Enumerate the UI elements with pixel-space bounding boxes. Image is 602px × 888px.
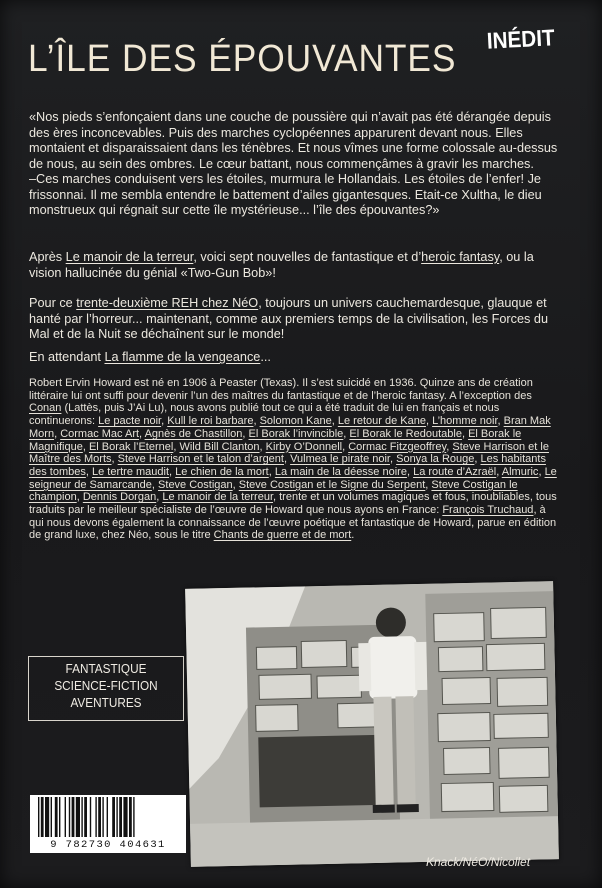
title-flamme-vengeance: La flamme de la vengeance [104,350,261,364]
published-title: Steve Harrison et le talon d’argent [117,453,284,466]
intro-text: , voici sept nouvelles de fantastique et d’ [193,250,422,264]
published-title: Kull le roi barbare [167,415,254,428]
published-title: Steve Harrison et le Maître des Morts [29,440,549,466]
intro-text: Pour ce [29,296,77,310]
isbn-digits: 9 782730 404631 [50,839,166,851]
bio-text: . [351,529,355,542]
title-manoir: Le manoir de la terreur [65,250,194,264]
genre-aventures: AVENTURES [70,695,142,710]
barcode-bar [84,797,87,837]
published-title: Cormac Fitzgeoffrey [348,440,447,453]
barcode-bar [51,797,52,837]
published-title: Le chien de la mort [175,465,269,478]
barcode-bar [133,797,134,837]
published-titles-list: Le pacte noir, Kull le roi barbare, Solomon Kane, Le retour de Kane, L’homme noir, Bran Mak Morn, Cormac Mac Art, Agnès de Chastillon, El Borak l’invincible, El Borak le Redoutable, El Borak le Magnifique, El Borak l’Eternel, Wild Bill Clanton, Kirby O’Donnell, Cormac Fitzgeoffrey, Steve Harrison et le Maître des Morts, Steve Harrison et le talon d’argent, Vulmea le pirate noir, Sonya la Rouge, Les habitants des tombes, Le tertre maudit, Le chien de la mort, La main de la déesse noire, La route d’Azraël, Almuric, Le seigneur de Samarcande, Steve Costigan, Steve Costigan et le Signe du Serpent, Steve Costigan le champion, Dennis Dorgan, Le manoir de la terreur [29,415,557,504]
published-title: Solomon Kane [259,415,332,428]
published-title: Agnès de Chastillon [144,427,243,440]
barcode-bar [95,797,96,837]
published-title: Le seigneur de Samarcande [29,465,557,491]
intro-paragraph-1 [29,250,563,281]
published-title: Le pacte noir [98,415,162,428]
published-title: La main de la déesse noire [274,465,407,478]
genre-heroic-fantasy: heroic fantasy [421,250,500,264]
barcode-bars [30,797,186,841]
published-title: Bran Mak Morn [29,415,551,440]
genre-fantastique: FANTASTIQUE [65,661,147,676]
published-title: Dennis Dorgan [82,491,157,504]
barcode-bar [102,797,103,837]
bio-text: , trente et un volumes magiques et fous, inoubliables, tous traduits par le meilleur spécialiste de l’œuvre de Howard que nous ayons en France: [29,491,557,517]
intro-paragraph-3 [29,350,563,366]
published-title: Wild Bill Clanton [179,440,260,453]
barcode-bar [81,797,82,837]
published-title: Almuric [501,465,539,478]
published-title: El Borak l’Eternel [88,440,174,453]
barcode [30,795,186,853]
title-conan: Conan [29,402,62,415]
published-title: El Borak l’invincible [248,427,344,440]
published-title: Kirby O’Donnell [265,440,343,453]
translator-name: François Truchaud [442,504,534,517]
intro-text: ... [260,350,271,364]
barcode-bar [119,797,122,837]
barcode-bar [41,797,44,837]
barcode-bar [45,797,49,837]
barcode-bar [69,797,70,837]
barcode-bar [65,797,66,837]
published-title: Le tertre maudit [92,465,170,478]
published-title: El Borak le Magnifique [29,427,522,453]
published-title: L’homme noir [432,415,498,428]
barcode-bar [129,797,132,837]
published-title: Steve Costigan et le Signe du Serpent [238,478,426,491]
photo-illustration [185,581,559,867]
intro-text: , ou la vision hallucinée du génial «Two-Gun Bob»! [29,250,534,280]
barcode-bar [76,797,80,837]
quote-paragraph-2: –Ces marches conduisent vers les étoiles, murmura le Hollandais. Les étoiles de l’enfer! Je frissonnai. Il me sembla entendre le battement d’ailes gigantesques. Etait-ce Xultha, le dieu monstrueux qui régnait sur cette île mystérieuse... l’île des épouvantes?» [29,172,542,217]
title-chants-de-guerre: Chants de guerre et de mort [213,529,352,542]
intro-text: Après [29,250,66,264]
barcode-bar [38,797,39,837]
barcode-bar [123,797,127,837]
barcode-bar [72,797,75,837]
genre-science-fiction: SCIENCE-FICTION [54,678,158,693]
genre-box [28,656,184,721]
barcode-bar [55,797,58,837]
published-title: Le retour de Kane [337,415,426,428]
bio-text: Robert Ervin Howard est né en 1906 à Peaster (Texas). Il s’est suicidé en 1936. Quinze ans de création littéraire lui ont suffi pour devenir l’un des maîtres du fantastique et de l’heroic fantasy. A l’exception des [29,377,533,402]
published-title: El Borak le Redoutable [349,427,462,440]
excerpt-quote [29,110,561,219]
author-biography [29,377,561,542]
published-title: Les habitants des tombes [29,453,546,478]
intro-text: , toujours un univers cauchemardesque, glauque et hanté par l’horreur... maintenant, comme aux premiers temps de la civilisation, les Forces du Mal et de la Nuit se déchaînent sur le monde! [29,296,549,341]
collection-number: trente-deuxième REH chez NéO [76,296,259,310]
publisher-credit: Knack/NéO/Nicollet [426,855,531,869]
inedit-badge: INÉDIT [486,24,556,54]
published-title: Steve Costigan [158,478,233,491]
bio-text: , à qui nous devons également la connaissance de l’œuvre poétique et fantastique de Howard, parue en édition de grand luxe, chez Néo, sous le titre [29,504,557,542]
published-title: Steve Costigan le champion [29,478,518,504]
quote-paragraph-1: «Nos pieds s’enfonçaient dans une couche de poussière qui n’avait pas été dérangée depuis des ères inconcevables. Puis des marches cyclopéennes apparurent devant nous. Elles montaient et disparaissaient dans les ténèbres. Et nous vîmes une forme colossale au-dessus de nous, au sein des ombres. Le cœur battant, nous commençâmes à gravir les marches. [29,110,558,171]
book-title: L’ÎLE DES ÉPOUVANTES [28,38,457,80]
intro-text: En attendant [29,350,105,364]
barcode-bar [98,797,101,837]
barcode-bar [59,797,60,837]
published-title: La route d’Azraël [413,465,497,478]
barcode-bar [116,797,117,837]
barcode-bar [107,797,108,837]
published-title: Cormac Mac Art [60,427,140,440]
published-title: Le manoir de la terreur [162,491,273,504]
published-title: Sonya la Rouge [396,453,475,466]
barcode-bar [90,797,91,837]
bio-text: (Lattès, puis J’Ai Lu), nous avons publié tout ce qui a été traduit de lui en français et nous continuerons: [29,402,500,428]
barcode-bar [112,797,115,837]
author-photo [185,581,559,867]
published-title: Vulmea le pirate noir [290,453,390,466]
intro-paragraph-2 [29,296,563,343]
